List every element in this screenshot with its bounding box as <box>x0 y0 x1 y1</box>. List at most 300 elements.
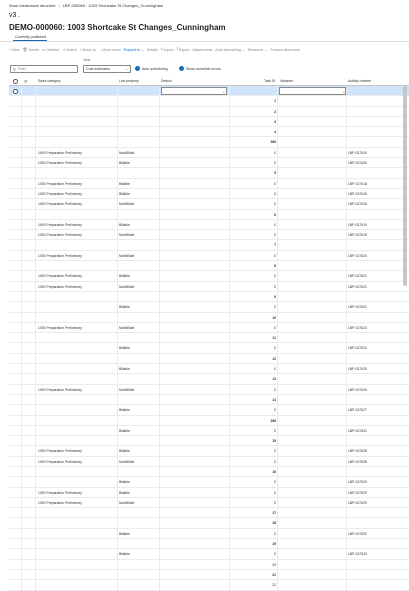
column-divider <box>159 302 160 312</box>
column-divider <box>346 240 347 250</box>
col-activity-number[interactable]: Activity number <box>348 79 372 83</box>
cell-task-id <box>231 86 276 96</box>
col-variance[interactable]: Variance <box>280 79 294 83</box>
column-divider <box>277 405 278 415</box>
table-row[interactable] <box>9 282 409 292</box>
cell-sales-category: 1000 Preparation Preliminary <box>38 222 82 227</box>
column-divider <box>159 240 160 250</box>
cell-task-id: 0 <box>274 449 276 454</box>
toolbar-product-dimension-button[interactable] <box>270 48 300 52</box>
column-divider <box>21 549 22 559</box>
view-value: Cost estimates <box>86 67 110 71</box>
column-divider <box>159 395 160 405</box>
toolbar-outdent-button[interactable] <box>42 47 59 52</box>
breadcrumb-section[interactable]: Work breakdown structure <box>9 3 56 8</box>
table-row[interactable] <box>9 313 409 323</box>
column-divider <box>117 477 118 487</box>
toolbar-label: Import <box>163 47 174 52</box>
toolbar-attachments-button[interactable] <box>192 48 212 52</box>
toolbar-label: Indent <box>66 47 77 52</box>
table-row[interactable] <box>9 210 409 220</box>
table-row[interactable] <box>9 570 409 580</box>
column-divider <box>35 416 36 426</box>
toolbar-move-up-button[interactable] <box>80 47 97 52</box>
column-divider <box>117 498 118 508</box>
column-divider <box>35 580 36 590</box>
deduct-dropdown[interactable] <box>161 87 227 95</box>
refresh-icon[interactable]: ⟳ <box>24 79 28 84</box>
column-divider <box>277 158 278 168</box>
column-divider <box>21 457 22 467</box>
column-divider <box>229 199 230 209</box>
table-row[interactable] <box>9 158 409 168</box>
column-divider <box>346 189 347 199</box>
column-divider <box>117 467 118 477</box>
column-divider <box>277 107 278 117</box>
column-divider <box>117 127 118 137</box>
cell-activity-number: LBP-037622 <box>348 305 367 310</box>
column-divider <box>277 220 278 230</box>
column-divider <box>277 395 278 405</box>
table-row[interactable] <box>9 117 409 127</box>
column-divider <box>21 210 22 220</box>
action-toolbar <box>9 45 300 54</box>
table-row[interactable] <box>9 230 409 240</box>
cell-line-property: Billable <box>119 191 130 196</box>
table-row[interactable] <box>9 302 409 312</box>
cell-sales-category: 1000 Preparation Preliminary <box>38 490 82 495</box>
column-divider <box>277 374 278 384</box>
cell-task-id: 0 <box>274 480 276 485</box>
table-row[interactable] <box>9 477 409 487</box>
column-divider <box>117 518 118 528</box>
column-divider <box>346 158 347 168</box>
column-divider <box>21 477 22 487</box>
column-divider <box>229 529 230 539</box>
table-row[interactable] <box>9 292 409 302</box>
column-divider <box>277 539 278 549</box>
cell-task-id: 16 <box>272 469 276 474</box>
table-row[interactable] <box>9 426 409 436</box>
column-divider <box>35 271 36 281</box>
column-divider <box>159 364 160 374</box>
column-divider <box>21 199 22 209</box>
table-row[interactable] <box>9 539 409 549</box>
column-divider <box>229 457 230 467</box>
column-divider <box>159 385 160 395</box>
cell-line-property: Billable <box>119 449 130 454</box>
column-divider <box>277 457 278 467</box>
column-divider <box>229 395 230 405</box>
column-divider <box>346 508 347 518</box>
vertical-scrollbar[interactable] <box>403 86 407 286</box>
column-divider <box>229 189 230 199</box>
table-row[interactable] <box>9 446 409 456</box>
column-divider <box>159 189 160 199</box>
table-row[interactable] <box>9 251 409 261</box>
breadcrumb-record: LBP-000060 : 1003 Shortcake St Changes_Cunningham <box>62 3 164 8</box>
column-divider <box>229 539 230 549</box>
column-divider <box>159 518 160 528</box>
cell-task-id: 0 <box>274 346 276 351</box>
cell-task-id: 0 <box>274 150 276 155</box>
table-row[interactable] <box>9 240 409 250</box>
cell-activity-number: LBP-037629 <box>348 500 367 505</box>
table-row[interactable] <box>9 148 409 158</box>
cell-task-id: 18 <box>272 521 276 526</box>
cell-line-property: Billable <box>119 480 130 485</box>
column-divider <box>277 240 278 250</box>
table-row[interactable] <box>9 354 409 364</box>
column-divider <box>159 210 160 220</box>
column-divider <box>159 323 160 333</box>
column-divider <box>117 549 118 559</box>
column-divider <box>229 292 230 302</box>
cell-task-id: 8 <box>274 264 276 269</box>
column-divider <box>21 96 22 106</box>
column-divider <box>35 210 36 220</box>
view-select[interactable] <box>83 65 131 73</box>
toolbar-export-button[interactable] <box>177 46 190 53</box>
column-divider <box>229 302 230 312</box>
col-line-property[interactable]: Line property <box>119 79 139 83</box>
select-all-icon[interactable] <box>13 79 18 84</box>
cell-sales-category: 1000 Preparation Preliminary <box>38 150 82 155</box>
toolbar-indent-button[interactable] <box>62 47 76 52</box>
column-divider <box>117 385 118 395</box>
column-divider <box>159 179 160 189</box>
cell-activity-number: LBP-037618 <box>348 191 367 196</box>
column-divider <box>35 364 36 374</box>
column-divider <box>229 148 230 158</box>
toolbar-label: Outdent <box>46 47 60 52</box>
show-schedule-errors-toggle[interactable] <box>179 66 221 71</box>
column-divider <box>159 86 160 96</box>
tab-currently-published[interactable]: Currently published <box>15 35 46 39</box>
cell-line-property: Billable <box>119 346 130 351</box>
cell-task-id: 10 <box>272 315 276 320</box>
cell-task-id: 7 <box>274 243 276 248</box>
column-divider <box>35 477 36 487</box>
column-divider <box>21 251 22 261</box>
table-row[interactable] <box>9 343 409 353</box>
cell-activity-number: LBP-037627 <box>348 408 367 413</box>
table-row[interactable] <box>9 436 409 446</box>
column-divider <box>229 261 230 271</box>
column-divider <box>229 127 230 137</box>
auto-scheduling-toggle[interactable] <box>135 66 168 71</box>
column-divider <box>346 96 347 106</box>
filter-input[interactable] <box>10 65 78 73</box>
cell-task-id: 0 <box>274 274 276 279</box>
toolbar-label: Attachments <box>192 47 213 52</box>
toolbar-label: New <box>12 47 20 52</box>
column-divider <box>21 158 22 168</box>
column-divider <box>229 343 230 353</box>
cell-task-id: 12 <box>272 356 276 361</box>
column-divider <box>21 86 22 96</box>
table-row[interactable] <box>9 333 409 343</box>
column-divider <box>277 560 278 570</box>
toolbar-auto-scheduling-button[interactable] <box>215 48 245 52</box>
column-divider <box>21 148 22 158</box>
table-row[interactable] <box>9 261 409 271</box>
column-divider <box>21 230 22 240</box>
column-divider <box>159 117 160 127</box>
column-divider <box>159 168 160 178</box>
grid-header <box>9 77 409 86</box>
toolbar-label: Move down <box>102 47 121 52</box>
column-divider <box>346 498 347 508</box>
column-divider <box>159 313 160 323</box>
cell-task-id: 268 <box>270 418 276 423</box>
table-row[interactable] <box>9 86 409 96</box>
column-divider <box>117 137 118 147</box>
indent-icon: ⇒ <box>62 47 66 52</box>
column-divider <box>159 529 160 539</box>
cell-line-property: Billable <box>119 552 130 557</box>
column-divider <box>159 282 160 292</box>
variance-dropdown[interactable] <box>279 87 346 95</box>
cell-task-id: 0 <box>274 459 276 464</box>
column-divider <box>35 354 36 364</box>
column-divider <box>21 467 22 477</box>
column-divider <box>159 426 160 436</box>
table-row[interactable] <box>9 364 409 374</box>
column-divider <box>277 549 278 559</box>
table-row[interactable] <box>9 179 409 189</box>
column-divider <box>117 488 118 498</box>
column-divider <box>35 518 36 528</box>
table-row[interactable] <box>9 271 409 281</box>
cell-task-id: 0 <box>274 531 276 536</box>
table-row[interactable] <box>9 498 409 508</box>
chevron-down-icon: ⌄ <box>222 89 226 94</box>
column-divider <box>277 323 278 333</box>
table-row[interactable] <box>9 467 409 477</box>
column-divider <box>229 580 230 590</box>
chevron-down-icon: ⌄ <box>140 47 144 52</box>
table-row[interactable] <box>9 518 409 528</box>
cell-activity-number: LBP-037621 <box>348 284 367 289</box>
cell-task-id: 9 <box>274 294 276 299</box>
cell-task-id: 266 <box>270 140 276 145</box>
wbs-grid <box>9 77 409 591</box>
cell-activity-number: LBP-037620 <box>348 253 367 258</box>
column-divider <box>21 560 22 570</box>
toolbar-details-button[interactable] <box>147 48 158 52</box>
radio-on-icon <box>135 66 140 71</box>
column-divider <box>117 168 118 178</box>
cell-sales-category: 1000 Preparation Preliminary <box>38 253 82 258</box>
column-divider <box>117 529 118 539</box>
cell-line-property: NonBillabl <box>119 233 135 238</box>
column-divider <box>21 343 22 353</box>
column-divider <box>21 570 22 580</box>
column-divider <box>35 488 36 498</box>
table-row[interactable] <box>9 199 409 209</box>
cell-activity-number: LBP-037628 <box>348 449 367 454</box>
plus-icon: + <box>9 47 12 52</box>
column-divider <box>229 240 230 250</box>
column-divider <box>117 395 118 405</box>
cell-task-id: 0 <box>274 191 276 196</box>
col-deduct[interactable]: Deduct <box>161 79 172 83</box>
cell-activity-number: LBP-037621 <box>348 274 367 279</box>
cell-task-id: 0 <box>274 428 276 433</box>
column-divider <box>117 292 118 302</box>
column-divider <box>159 158 160 168</box>
toolbar-new-button[interactable] <box>9 47 20 52</box>
cell-task-id: 0 <box>274 387 276 392</box>
column-divider <box>117 539 118 549</box>
column-divider <box>35 374 36 384</box>
column-divider <box>117 210 118 220</box>
cell-task-id: 0 <box>274 408 276 413</box>
column-divider <box>277 117 278 127</box>
table-row[interactable] <box>9 323 409 333</box>
column-divider <box>117 570 118 580</box>
column-divider <box>159 374 160 384</box>
table-row[interactable] <box>9 549 409 559</box>
table-row[interactable] <box>9 529 409 539</box>
cell-task-id: 0 <box>274 233 276 238</box>
column-divider <box>21 240 22 250</box>
column-divider <box>117 189 118 199</box>
column-divider <box>277 282 278 292</box>
table-row[interactable] <box>9 385 409 395</box>
col-sales-category[interactable]: Sales category <box>38 79 61 83</box>
column-divider <box>277 477 278 487</box>
column-divider <box>117 282 118 292</box>
column-divider <box>229 560 230 570</box>
column-divider <box>35 179 36 189</box>
column-divider <box>117 230 118 240</box>
toolbar-expand-to-button[interactable] <box>124 48 144 52</box>
column-divider <box>229 405 230 415</box>
table-row[interactable] <box>9 488 409 498</box>
column-divider <box>277 271 278 281</box>
table-row[interactable] <box>9 374 409 384</box>
column-divider <box>159 333 160 343</box>
toolbar-delete-button[interactable] <box>23 47 39 52</box>
cell-activity-number: LBP-037618 <box>348 181 367 186</box>
column-divider <box>346 529 347 539</box>
cell-line-property: Billable <box>119 222 130 227</box>
column-divider <box>346 488 347 498</box>
column-divider <box>277 518 278 528</box>
table-row[interactable] <box>9 220 409 230</box>
column-divider <box>346 343 347 353</box>
column-divider <box>346 477 347 487</box>
column-divider <box>346 416 347 426</box>
column-divider <box>117 148 118 158</box>
cell-task-id: 1 <box>274 99 276 104</box>
table-row[interactable] <box>9 127 409 137</box>
column-divider <box>346 137 347 147</box>
column-divider <box>346 282 347 292</box>
table-row[interactable] <box>9 580 409 590</box>
column-divider <box>159 220 160 230</box>
column-divider <box>277 230 278 240</box>
cell-task-id: 0 <box>274 552 276 557</box>
column-divider <box>35 426 36 436</box>
column-divider <box>117 343 118 353</box>
table-row[interactable] <box>9 405 409 415</box>
column-divider <box>229 385 230 395</box>
column-divider <box>159 96 160 106</box>
column-divider <box>277 498 278 508</box>
table-row[interactable] <box>9 395 409 405</box>
column-divider <box>346 302 347 312</box>
column-divider <box>21 168 22 178</box>
column-divider <box>229 498 230 508</box>
column-divider <box>21 539 22 549</box>
table-row[interactable] <box>9 508 409 518</box>
column-divider <box>346 446 347 456</box>
column-divider <box>346 323 347 333</box>
column-divider <box>277 446 278 456</box>
column-divider <box>159 488 160 498</box>
column-divider <box>35 282 36 292</box>
cell-sales-category: 1000 Preparation Preliminary <box>38 274 82 279</box>
chevron-down-icon: ⌄ <box>264 47 268 52</box>
column-divider <box>35 168 36 178</box>
column-divider <box>21 137 22 147</box>
table-row[interactable] <box>9 457 409 467</box>
table-row[interactable] <box>9 416 409 426</box>
version-selector[interactable] <box>9 11 21 21</box>
column-divider <box>21 292 22 302</box>
column-divider <box>346 127 347 137</box>
toolbar-move-down-button[interactable] <box>99 47 120 52</box>
column-divider <box>346 560 347 570</box>
column-divider <box>117 271 118 281</box>
column-divider <box>277 127 278 137</box>
cell-line-property: Billable <box>119 161 130 166</box>
cell-sales-category: 1000 Preparation Preliminary <box>38 233 82 238</box>
table-row[interactable] <box>9 137 409 147</box>
table-row[interactable] <box>9 168 409 178</box>
column-divider <box>117 220 118 230</box>
column-divider <box>346 580 347 590</box>
column-divider <box>277 580 278 590</box>
column-divider <box>159 560 160 570</box>
column-divider <box>229 158 230 168</box>
col-task-id[interactable]: Task ID <box>264 79 276 83</box>
cell-task-id: 0 <box>274 181 276 186</box>
column-divider <box>229 210 230 220</box>
toolbar-import-button[interactable] <box>161 46 174 53</box>
column-divider <box>159 446 160 456</box>
toolbar-resource-button[interactable] <box>248 48 267 52</box>
row-select-icon[interactable] <box>13 89 18 94</box>
column-divider <box>229 364 230 374</box>
table-row[interactable] <box>9 107 409 117</box>
column-divider <box>229 477 230 487</box>
column-divider <box>159 498 160 508</box>
cell-line-property: Billable <box>119 531 130 536</box>
column-divider <box>277 364 278 374</box>
table-row[interactable] <box>9 96 409 106</box>
table-row[interactable] <box>9 560 409 570</box>
column-divider <box>117 436 118 446</box>
filter-placeholder: Filter <box>17 67 26 71</box>
column-divider <box>346 179 347 189</box>
column-divider <box>35 117 36 127</box>
table-row[interactable] <box>9 189 409 199</box>
column-divider <box>117 457 118 467</box>
